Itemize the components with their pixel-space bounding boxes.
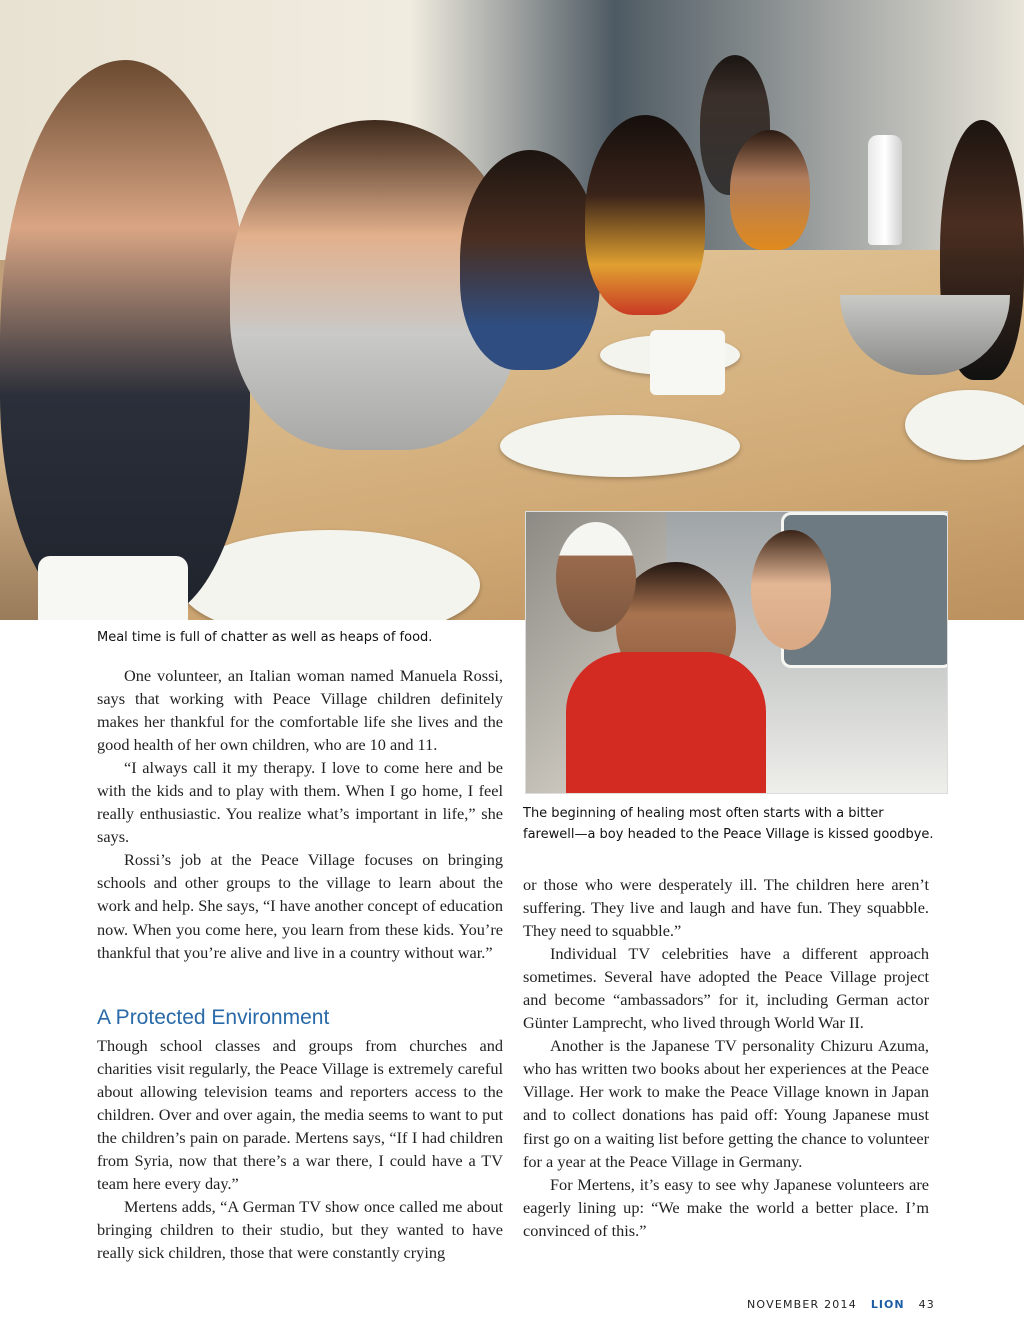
inset-caption-line: farewell—a boy headed to the Peace Village is kissed goodbye. xyxy=(523,827,934,842)
body-paragraph: Though school classes and groups from churches and charities visit regularly, the Peace Village is extremely careful about allowing television teams and reporters access to the children. Over and over again, the media seems to want to put the children’s pain on parade. Mertens says, “If I had children from Syria, now that there’s a war there, I could have a TV team here every day.” xyxy=(97,1036,503,1194)
photo-bottle xyxy=(868,135,902,245)
photo-plate xyxy=(500,415,740,477)
page-number: 43 xyxy=(918,1298,935,1311)
body-paragraph: Mertens adds, “A German TV show once called me about bringing children to their studio, but they wanted to have really sick children, those that were constantly crying xyxy=(97,1197,503,1263)
body-paragraph: Rossi’s job at the Peace Village focuses on bringing schools and other groups to the village to learn about the work and help. She says, “I have another concept of education now. When you come here, you learn from these kids. You’re thankful that you’re alive and live in a country without war.” xyxy=(97,850,503,962)
inset-red-shirt xyxy=(566,652,766,794)
body-paragraph: “I always call it my therapy. I love to come here and be with the kids and to play with them. When I go home, I feel really enthusiastic. You realize what’s important in life,” she says. xyxy=(97,758,503,847)
inset-boy-head xyxy=(751,530,831,650)
body-paragraph: For Mertens, it’s easy to see why Japanese volunteers are eagerly lining up: “We make the world a better place. I’m convinced of this.” xyxy=(523,1174,929,1240)
inset-photo xyxy=(525,511,948,794)
photo-cup xyxy=(38,556,188,620)
photo-child xyxy=(0,60,250,620)
body-paragraph: Another is the Japanese TV personality Chizuru Azuma, who has written two books about her experiences at the Peace Village. Her work to make the Peace Village known in Japan and to collect donations has paid off: Young Japanese must first go on a waiting list before getting the chance to volunteer for a year at the Peace Village in Germany. xyxy=(523,1036,929,1171)
page-footer xyxy=(747,1298,935,1311)
footer-brand: LION xyxy=(870,1298,905,1311)
body-paragraph: or those who were desperately ill. The children here aren’t suffering. They live and laugh and have fun. They squabble. They need to squabble.” xyxy=(523,875,929,941)
inset-photo-caption xyxy=(523,803,934,845)
photo-child xyxy=(460,150,600,370)
section-heading: A Protected Environment xyxy=(97,1006,330,1029)
left-column-lower xyxy=(97,1034,503,1264)
photo-child xyxy=(730,130,810,250)
photo-child xyxy=(585,115,705,315)
right-column xyxy=(523,873,929,1242)
body-paragraph: One volunteer, an Italian woman named Manuela Rossi, says that working with Peace Village children definitely makes her thankful for the comfortable life she lives and the good health of her own children, who are 10 and 11. xyxy=(97,666,503,755)
body-paragraph: Individual TV celebrities have a different approach sometimes. Several have adopted the Peace Village project and become “ambassadors” for it, including German actor Günter Lamprecht, who lived through World War II. xyxy=(523,944,929,1033)
main-photo-caption: Meal time is full of chatter as well as heaps of food. xyxy=(97,630,433,645)
footer-date: NOVEMBER 2014 xyxy=(747,1298,857,1311)
inset-old-man-head xyxy=(556,522,636,632)
inset-caption-line: The beginning of healing most often starts with a bitter xyxy=(523,806,884,821)
left-column-upper xyxy=(97,664,503,964)
photo-cup xyxy=(650,330,725,395)
photo-plate xyxy=(905,390,1024,460)
